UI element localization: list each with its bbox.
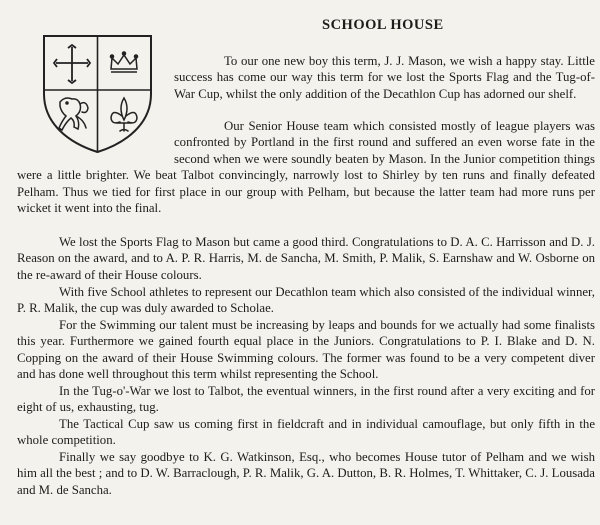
paragraph-farewells: Finally we say goodbye to K. G. Watkinson, Esq., who becomes House tutor of Pelham and we wish him all the best ; and to D. W. Barraclough, P. R. Malik, G. A. Dutton, B. R. Holmes, T. Whittaker, C. J. Lousada and M. de Sancha. [17,450,595,497]
paragraph-tug-of-war: In the Tug-o'-War we lost to Talbot, the eventual winners, in the first round after a very exciting and for eight of us, exhausting, tug. [17,384,595,415]
paragraph-swimming: For the Swimming our talent must be increasing by leaps and bounds for we actually had some finalists this year. Furthermore we gained fourth equal place in the Juniors. Congratulations to P. I. Blake and D. N. Copping on the award of their House Swimming colours. The former was found to be a very competent diver and has done well throughout this term whilst representing the School. [17,318,595,382]
page-title: SCHOOL HOUSE [322,17,444,33]
crest-spacer [17,118,174,167]
cross-icon [54,45,90,83]
paragraph-senior-team-a [17,118,595,217]
paragraph-sports-flag: We lost the Sports Flag to Mason but came a good third. Congratulations to D. A. C. Harrisson and D. J. Reason on the award, and to A. P. R. Harris, M. de Sancha, M. Smith, P. Malik, S. Earnshaw and W. Osborne on the re-award of their House colours. [17,235,595,282]
paragraph-intro: To our one new boy this term, J. J. Mason, we wish a happy stay. Little success has come our way this term for we lost the Sports Flag and the Tug-of-War Cup, whilst the only addition of the Decathlon Cup has adorned our shelf. [174,54,595,101]
paragraph-decathlon: With five School athletes to represent our Decathlon team which also consisted of the individual winner, P. R. Malik, the cup was duly awarded to Scholae. [17,285,595,316]
paragraph-tactical-cup: The Tactical Cup saw us coming first in fieldcraft and in individual camouflage, but only fifth in the whole competition. [17,417,595,448]
crown-icon [111,52,138,72]
senior-team-text: Our Senior House team which consisted mostly of league players was confronted by Portland in the first round and suffered an even worse fate in the second when we were soundly beaten by Mason. In the Junior competition things were a little brighter. We beat Talbot convincingly, narrowly lost to Shirley by ten runs and finally defeated Pelham. Thus we tied for first place in our group with Pelham, but because the latter team had more runs per wicket it went into the final. [17,119,595,216]
